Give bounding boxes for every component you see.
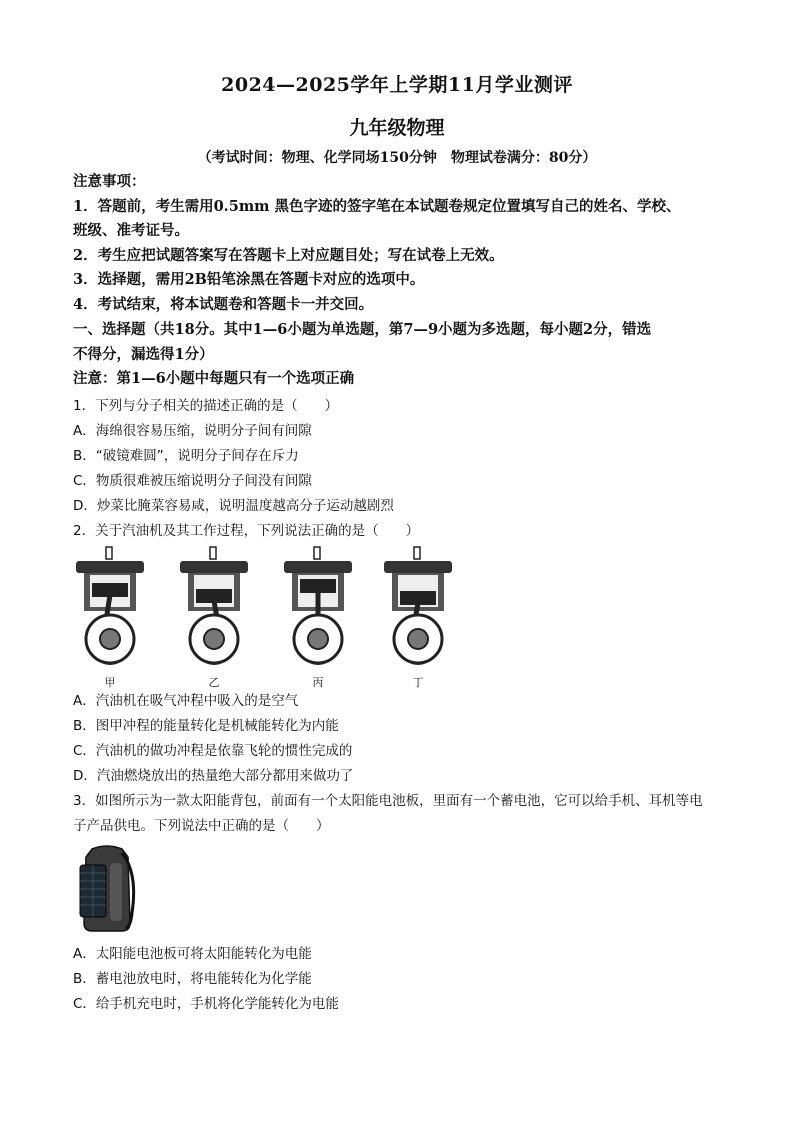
engine-diagram-jia (70, 545, 150, 690)
note-item: 4．考试结束，将本试题卷和答题卡一并交回。 (73, 295, 374, 313)
option-b: B．“破镜难圆”，说明分子间存在斥力 (73, 448, 299, 464)
option-c: C．给手机充电时，手机将化学能转化为电能 (73, 996, 339, 1012)
engine-icon (174, 545, 254, 673)
backpack-icon (74, 843, 140, 935)
option-a: A．太阳能电池板可将太阳能转化为电能 (73, 946, 312, 962)
engine-diagram-yi (174, 545, 254, 690)
engine-icon (278, 545, 358, 673)
figure-label: 乙 (208, 676, 220, 689)
question-stem: 3．如图所示为一款太阳能背包，前面有一个太阳能电池板，里面有一个蓄电池，它可以给手机、耳机等电 (73, 793, 703, 809)
exam-title: 2024—2025学年上学期11月学业测评 (221, 74, 573, 96)
question-stem: 2．关于汽油机及其工作过程，下列说法正确的是（ ） (73, 523, 420, 539)
option-a: A．海绵很容易压缩，说明分子间有间隙 (73, 423, 312, 439)
option-c: C．物质很难被压缩说明分子间没有间隙 (73, 473, 312, 489)
engine-icon (378, 545, 458, 673)
note-item: 1．答题前，考生需用0.5mm 黑色字迹的签字笔在本试题卷规定位置填写自己的姓名、学校、 (73, 197, 681, 215)
question-stem: 1．下列与分子相关的描述正确的是（ ） (73, 398, 339, 414)
option-a: A．汽油机在吸气冲程中吸入的是空气 (73, 693, 299, 709)
question-1 (73, 394, 733, 519)
note-item: 2．考生应把试题答案写在答题卡上对应题目处；写在试卷上无效。 (73, 246, 504, 264)
question-2 (73, 519, 733, 544)
section-heading: 一、选择题（共18分。其中1—6小题为单选题，第7—9小题为多选题，每小题2分，错选 (73, 321, 652, 338)
question-stem-cont: 子产品供电。下列说法中正确的是（ ） (73, 818, 330, 834)
engine-strokes-figure (70, 545, 460, 690)
option-b: B．蓄电池放电时，将电能转化为化学能 (73, 971, 312, 987)
note-item: 班级、准考证号。 (73, 222, 189, 239)
notes-section (73, 170, 733, 392)
exam-subject: 九年级物理 (349, 117, 445, 139)
figure-label: 丙 (312, 676, 324, 689)
question-3-options (73, 942, 733, 1017)
engine-icon (70, 545, 150, 673)
question-2-options (73, 689, 733, 789)
note-item: 3．选择题，需用2B铅笔涂黑在答题卡对应的选项中。 (73, 271, 425, 288)
notes-heading: 注意事项： (73, 173, 146, 190)
option-d: D．汽油燃烧放出的热量绝大部分都用来做功了 (73, 768, 354, 784)
engine-diagram-ding (378, 545, 458, 690)
figure-label: 甲 (104, 676, 116, 689)
section-heading-cont: 不得分，漏选得1分） (73, 345, 214, 363)
exam-time-info: （考试时间：物理、化学同场150分钟 物理试卷满分：80分） (197, 150, 597, 166)
section-note: 注意：第1—6小题中每题只有一个选项正确 (73, 370, 355, 387)
option-b: B．图甲冲程的能量转化是机械能转化为内能 (73, 718, 339, 734)
figure-label: 丁 (412, 676, 424, 689)
engine-diagram-bing (278, 545, 358, 690)
option-c: C．汽油机的做功冲程是依靠飞轮的惯性完成的 (73, 743, 353, 759)
option-d: D．炒菜比腌菜容易咸，说明温度越高分子运动越剧烈 (73, 498, 394, 514)
question-3 (73, 789, 733, 839)
solar-backpack-image (74, 843, 140, 935)
